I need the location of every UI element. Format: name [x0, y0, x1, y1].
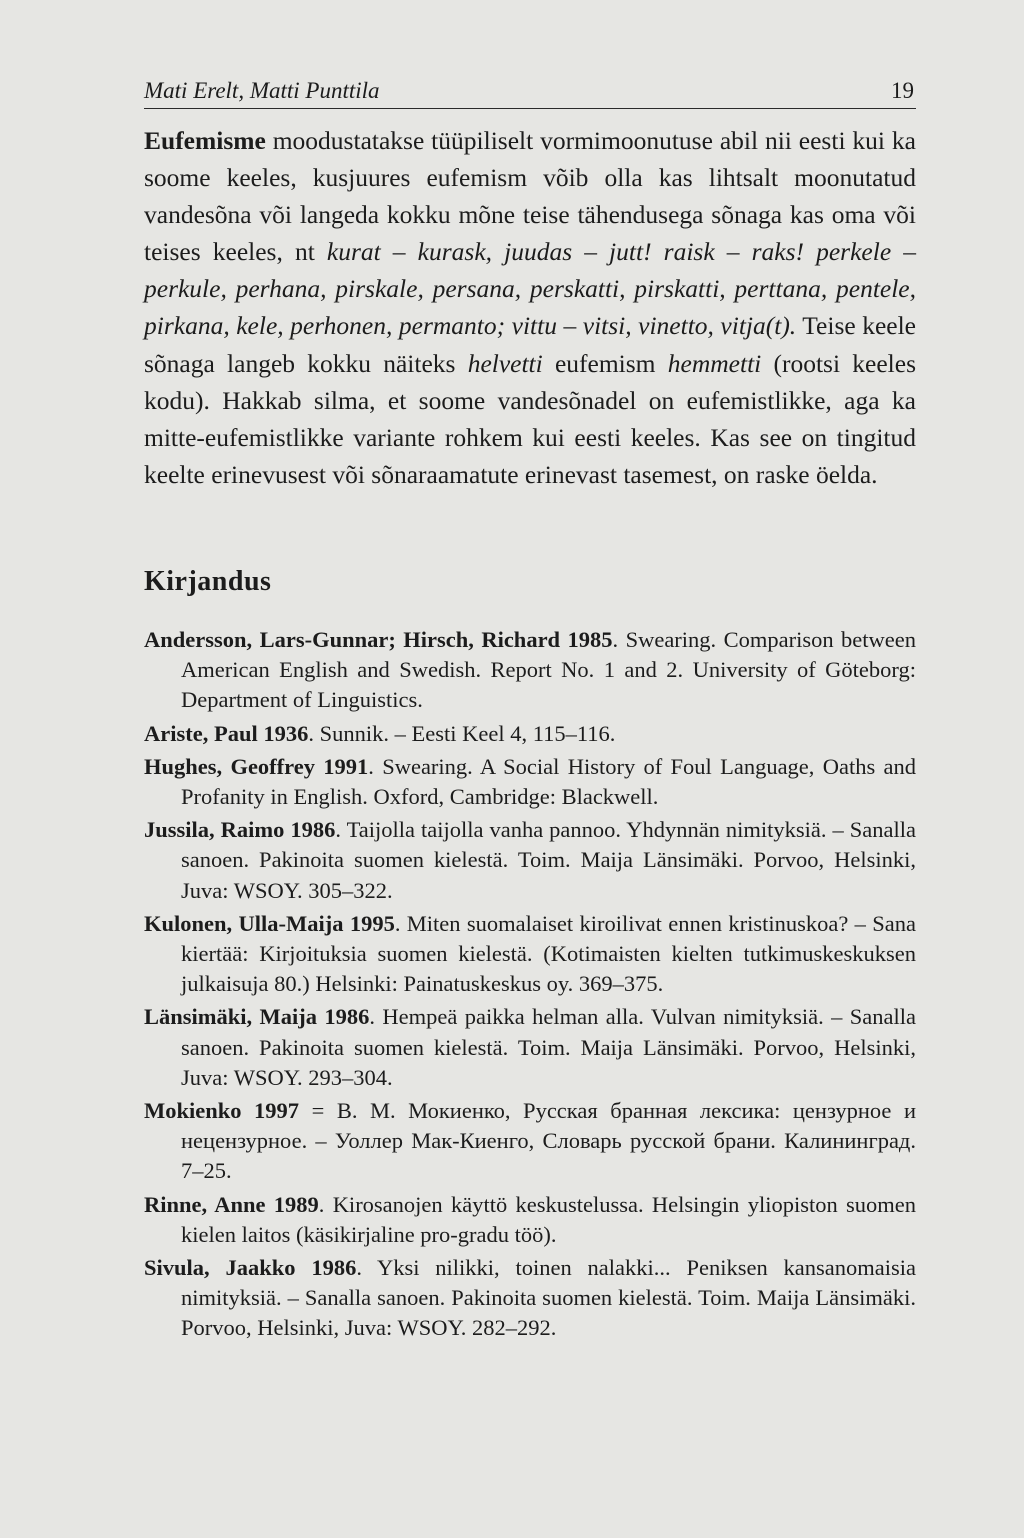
reference-text: = В. М. Мокиенко, Русская бранная лексика: цензурное и нецензурное. – Уоллер Мак-Киенго, Словарь русской брани. Калининград. 7–25. — [181, 1097, 916, 1184]
reference-author: Sivula, Jaakko 1986 — [144, 1255, 357, 1280]
reference-text: . Kirosanojen käyttö keskustelussa. Helsingin yliopiston suomen kielen laitos (käsikirjaline pro-gradu töö). — [181, 1191, 916, 1247]
reference-text: . Taijolla taijolla vanha pannoo. Yhdynnän nimityksiä. – Sanalla sanoen. Pakinoita suomen kielestä. Toim. Maija Länsimäki. Porvoo, Helsinki, Juva: WSOY. 305–322. — [181, 817, 916, 903]
reference-text: . Miten suomalaiset kiroilivat ennen kristinuskoa? – Sana kiertää: Kirjoituksia suomen kielestä. (Kotimaisten kielten tutkimuskeskuksen julkaisuja 80.) Helsinki: Painatuskeskus oy. 369–375. — [181, 910, 916, 997]
reference-item — [144, 1190, 916, 1250]
reference-item — [144, 1002, 916, 1093]
reference-list — [144, 625, 916, 1344]
reference-text: . Swearing. A Social History of Foul Language, Oaths and Profanity in English. Oxford, Cambridge: Blackwell. — [181, 753, 916, 809]
page-number: 19 — [891, 78, 914, 103]
reference-text: . Hempeä paikka helman alla. Vulvan nimityksiä. – Sanalla sanoen. Pakinoita suomen kielestä. Toim. Maija Länsimäki. Porvoo, Helsinki, Juva: WSOY. 293–304. — [181, 1004, 916, 1090]
paragraph-text-1: moodustatakse tüüpiliselt vormimoonutuse abil nii eesti kui ka soome keeles, kusjuures eufemism võib olla kas lihtsalt moonutatud vandesõna või langeda kokku mõne teise tähendusega sõnaga kas oma või teises keeles, nt — [144, 126, 916, 267]
reference-author: Kulonen, Ulla-Maija 1995 — [144, 910, 395, 936]
body-paragraph — [144, 122, 916, 493]
paragraph-text-2: Teise keele sõnaga langeb kokku näiteks — [144, 311, 916, 378]
reference-author: Hughes, Geoffrey 1991 — [144, 753, 369, 779]
example-hemmetti: hemmetti — [667, 348, 762, 378]
paragraph-text-3: eufemism — [542, 348, 668, 378]
reference-text: . Swearing. Comparison between American English and Swedish. Report No. 1 and 2. University of Göteborg: Department of Linguistics. — [181, 626, 916, 713]
reference-author: Andersson, Lars-Gunnar; Hirsch, Richard 1985 — [144, 626, 613, 652]
reference-author: Ariste, Paul 1936 — [144, 720, 309, 746]
reference-author: Jussila, Raimo 1986 — [144, 817, 336, 843]
reference-text: . Sunnik. – Eesti Keel 4, 115–116. — [308, 720, 616, 746]
header-authors: Mati Erelt, Matti Punttila — [144, 78, 380, 103]
running-header — [144, 74, 916, 109]
example-words: kurat – kurask, juudas – jutt! raisk – raks! perkele – perkule, perhana, pirskale, persana, perskatti, pirskatti, perttana, pentele, pirkana, kele, perhonen, permanto; vittu – vitsi, vinetto, vitja(t). — [144, 237, 916, 341]
reference-text: . Yksi nilikki, toinen nalakki... Peniksen kansanomaisia nimityksiä. – Sanalla sanoen. Pakinoita suomen kielestä. Toim. Maija Länsimäki. Porvoo, Helsinki, Juva: WSOY. 282–292. — [181, 1255, 916, 1341]
paragraph-text-4: (rootsi keeles kodu). Hakkab silma, et soome vandesõnadel on eufemistlikke, aga ka mitte-eufemistlikke variante rohkem kui eesti keeles. Kas see on tingitud keelte erinevusest või sõnaraamatute erinevast tasemest, on raske öelda. — [144, 348, 916, 489]
reference-author: Rinne, Anne 1989 — [144, 1191, 319, 1217]
reference-item — [144, 909, 916, 1000]
reference-item — [144, 815, 916, 906]
reference-item — [144, 1253, 916, 1344]
term-eufemisme: Eufemisme — [144, 126, 266, 155]
reference-author: Länsimäki, Maija 1986 — [144, 1004, 370, 1030]
section-title-kirjandus: Kirjandus — [144, 565, 272, 597]
reference-item — [144, 719, 916, 749]
reference-item — [144, 752, 916, 812]
page-body — [144, 122, 916, 1347]
reference-author: Mokienko 1997 — [144, 1097, 300, 1123]
reference-item — [144, 1096, 916, 1187]
reference-item — [144, 625, 916, 716]
example-helvetti: helvetti — [467, 348, 543, 378]
